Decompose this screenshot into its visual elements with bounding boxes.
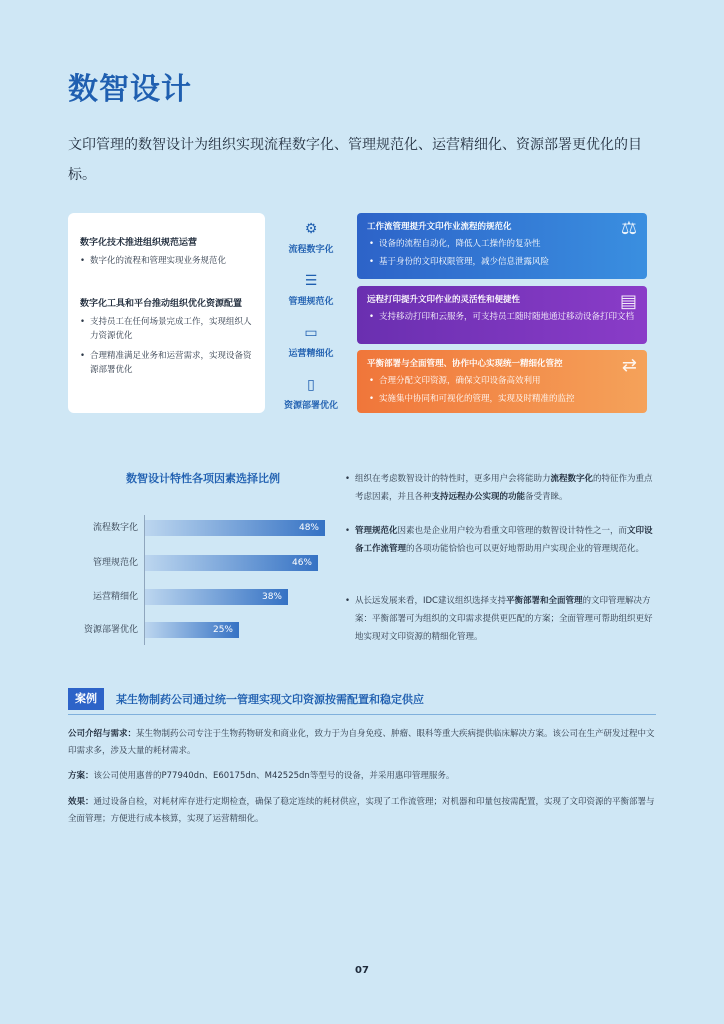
case-paragraph xyxy=(68,768,658,785)
feature-label: 流程数字化 xyxy=(288,245,334,255)
bar xyxy=(145,622,239,638)
feature-box-workflow xyxy=(357,213,647,279)
left-card-item: • 数字化的流程和管理实现业务规范化 xyxy=(80,254,253,268)
paragraph-text: 的特征作为重点考虑因素，并且各种 xyxy=(355,474,653,502)
feature-box-item: • 基于身份的文印权限管理，减少信息泄露风险 xyxy=(367,255,637,270)
left-card-item: • 合理精准满足业务和运营需求，实现设备资源部署优化 xyxy=(80,349,253,377)
feature-box-item: • 设备的流程自动化，降低人工操作的复杂性 xyxy=(367,237,637,252)
analysis-paragraph xyxy=(343,470,655,506)
case-paragraph-text: 某生物制药公司专注于生物药物研发和商业化，致力于为自身免疫、肿瘤、眼科等重大疾病提供临床解决方案。该公司在生产研发过程中文印需求多，涉及大量的耗材需求。 xyxy=(68,729,655,756)
feature-box-title: 工作流管理提升文印作业流程的规范化 xyxy=(367,222,512,232)
bar-value-label: 46% xyxy=(291,558,312,568)
monitor-chart-icon: ▭ xyxy=(304,325,318,341)
feature-label: 资源部署优化 xyxy=(283,401,338,411)
case-paragraph-text: 通过设备自检，对耗材库存进行定期检查，确保了稳定连续的耗材供应，实现了工作流管理；对机器和印量包按需配置，实现了文印资源的平衡部署与全面管理；方便进行成本核算，实现了运营精细化。 xyxy=(68,797,655,824)
bar-value-label: 38% xyxy=(261,592,282,602)
feature-column xyxy=(276,220,346,428)
case-tag: 案例 xyxy=(68,688,104,710)
feature-box-item: • 实施集中协同和可视化的管理，实现及时精准的监控 xyxy=(367,392,637,407)
feature-box-item: • 合理分配文印资源，确保文印设备高效利用 xyxy=(367,374,637,389)
case-paragraph xyxy=(68,726,658,760)
bar xyxy=(145,520,325,536)
case-paragraph-label: 公司介绍与需求： xyxy=(68,729,137,739)
analysis-paragraph xyxy=(343,592,655,646)
paragraph-text: 组织在考虑数智设计的特性时，更多用户会将能助力 xyxy=(355,474,551,484)
feature-box-remote-print xyxy=(357,286,647,344)
left-card-heading-2: 数字化工具和平台推动组织优化资源配置 xyxy=(80,299,243,309)
book-icon: ▯ xyxy=(307,377,315,393)
feature-box-title: 平衡部署与全面管理、协作中心实现统一精细化管控 xyxy=(367,359,563,369)
shuffle-icon: ⇄ xyxy=(621,355,637,376)
bar-value-label: 25% xyxy=(212,625,233,635)
paragraph-text: 从长远发展来看，IDC建议组织选择支持 xyxy=(355,596,506,606)
paragraph-text: 的文印管理解决方案：平衡部署可为组织的文印需求提供更匹配的方案；全面管理可帮助组织更好地实现对文印资源的精细化管理。 xyxy=(355,596,653,642)
gear-network-icon: ⚙ xyxy=(304,221,318,237)
left-card-heading-1: 数字化技术推进组织规范运营 xyxy=(80,238,198,248)
case-paragraph-text: 该公司使用惠普的P77940dn、E60175dn、M42525dn等型号的设备，并采用惠印管理服务。 xyxy=(93,771,455,781)
bar-category-label: 管理规范化 xyxy=(92,558,138,568)
feature-label: 管理规范化 xyxy=(288,297,334,307)
document-list-icon: ☰ xyxy=(304,273,318,289)
highlight-text: 流程数字化 xyxy=(550,474,594,484)
bar-category-label: 资源部署优化 xyxy=(83,625,138,635)
page-number: 07 xyxy=(355,965,369,976)
case-paragraph-label: 方案： xyxy=(68,771,94,781)
bar xyxy=(145,589,288,605)
bar-category-label: 运营精细化 xyxy=(92,592,138,602)
feature-box-title: 远程打印提升文印作业的灵活性和便捷性 xyxy=(367,295,521,305)
highlight-text: 平衡部署和全面管理 xyxy=(506,596,583,606)
bar-value-label: 48% xyxy=(298,523,319,533)
bar-category-label: 流程数字化 xyxy=(92,523,138,533)
paragraph-text: 因素也是企业用户较为看重文印管理的数智设计特性之一，而 xyxy=(397,526,628,536)
left-card-item: • 支持员工在任何场景完成工作，实现组织人力资源优化 xyxy=(80,315,253,343)
intro-text: 文印管理的数智设计为组织实现流程数字化、管理规范化、运营精细化、资源部署更优化的目标。 xyxy=(68,137,642,183)
bar xyxy=(145,555,318,571)
feature-box-balanced-deploy xyxy=(357,350,647,413)
scales-icon: ⚖ xyxy=(620,218,637,239)
feature-item xyxy=(276,376,346,428)
case-title: 某生物制药公司通过统一管理实现文印资源按需配置和稳定供应 xyxy=(116,693,424,706)
case-paragraph-label: 效果： xyxy=(68,797,94,807)
divider xyxy=(68,714,656,715)
analysis-paragraph xyxy=(343,522,655,558)
left-card xyxy=(68,213,265,413)
paragraph-text: 的各项功能恰恰也可以更好地帮助用户实现企业的管理规范化。 xyxy=(406,544,645,554)
feature-label: 运营精细化 xyxy=(288,349,334,359)
feature-item xyxy=(276,272,346,324)
feature-box-item: • 支持移动打印和云服务，可支持员工随时随地通过移动设备打印文档 xyxy=(367,310,637,325)
highlight-text: 支持远程办公实现的功能 xyxy=(431,492,526,502)
case-paragraph xyxy=(68,794,658,828)
feature-item xyxy=(276,324,346,376)
page-title: 数智设计 xyxy=(68,72,192,107)
paragraph-text: 备受青睐。 xyxy=(525,492,568,502)
highlight-text: 文印设备工作流管理 xyxy=(355,526,653,554)
chat-window-icon: ▤ xyxy=(619,291,637,312)
feature-item xyxy=(276,220,346,272)
highlight-text: 管理规范化 xyxy=(355,526,398,536)
chart-title: 数智设计特性各项因素选择比例 xyxy=(126,472,280,485)
